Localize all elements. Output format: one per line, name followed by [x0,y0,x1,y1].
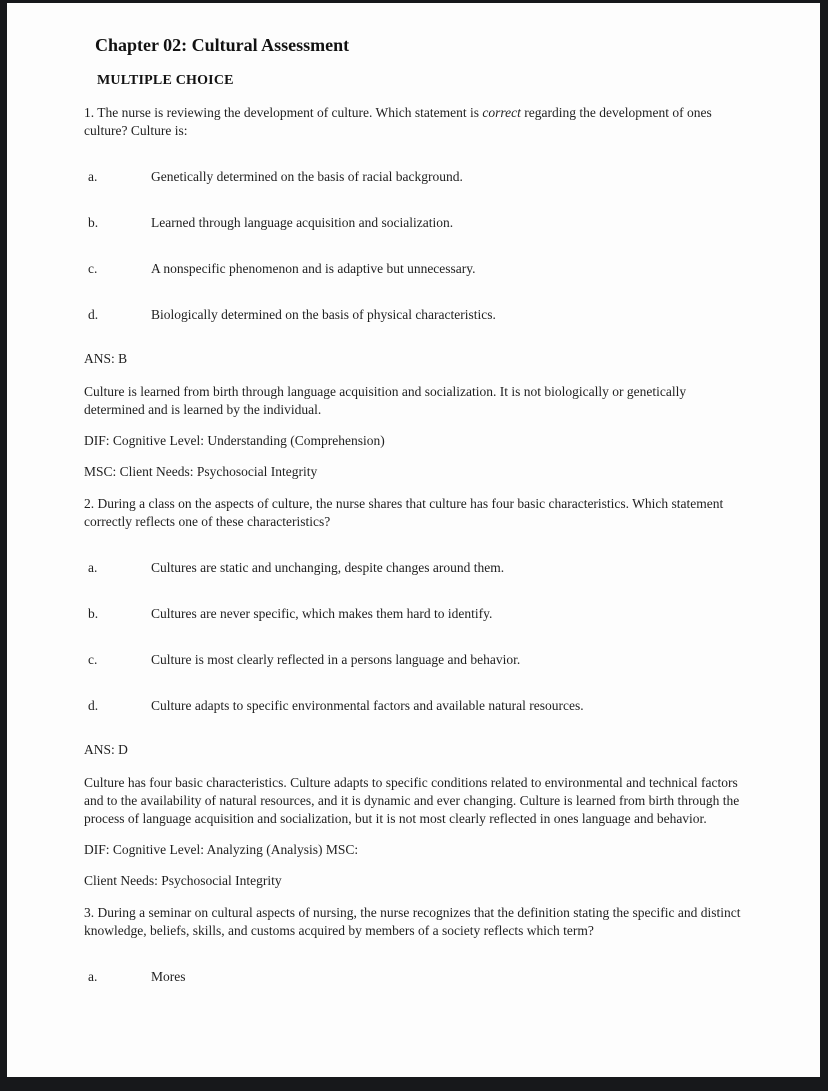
question-2-dif-line: DIF: Cognitive Level: Analyzing (Analysis) MSC: [84,842,359,857]
question-2-answer: ANS: D [84,742,128,757]
option-row [84,968,747,986]
option-row [84,651,747,669]
option-text: A nonspecific phenomenon and is adaptive but unnecessary. [151,261,476,276]
option-row [84,260,747,278]
option-text: Cultures are static and unchanging, despite changes around them. [151,560,505,575]
question-1-dif-line: DIF: Cognitive Level: Understanding (Comprehension) [84,433,385,448]
question-1-stem-italic: correct [482,105,521,120]
option-row [84,214,747,232]
option-row [84,605,747,623]
option-text: Cultures are never specific, which makes them hard to identify. [151,606,493,621]
option-text: Genetically determined on the basis of racial background. [151,169,463,184]
option-letter: d. [88,307,99,322]
question-3-stem: 3. During a seminar on cultural aspects of nursing, the nurse recognizes that the definition stating the specific and distinct knowledge, beliefs, skills, and customs acquired by members of a society reflects which term? [84,905,741,938]
option-row [84,559,747,577]
document-content [7,33,820,986]
question-1-stem-tail: regarding the development of ones culture? Culture is: [84,105,712,138]
option-letter: a. [88,560,98,575]
question-2-msc-line: Client Needs: Psychosocial Integrity [84,873,282,888]
option-letter: d. [88,698,99,713]
question-1-answer: ANS: B [84,351,128,366]
question-2-stem: 2. During a class on the aspects of culture, the nurse shares that culture has four basic characteristics. Which statement correctly reflects one of these characteristics? [84,496,724,529]
question-1-msc-line: MSC: Client Needs: Psychosocial Integrity [84,464,318,479]
option-row [84,168,747,186]
option-row [84,306,747,324]
document-page [7,3,820,1077]
question-2-rationale: Culture has four basic characteristics. Culture adapts to specific conditions related to environmental and technical factors and to the availability of natural resources, and it is dynamic and ever changing. Culture is learned from birth through the process of language acquisition and socialization, but it is not most clearly reflected in ones language and behavior. [84,775,740,826]
option-row [84,697,747,715]
option-text: Biologically determined on the basis of physical characteristics. [151,307,496,322]
question-1-stem [84,104,747,140]
option-letter: c. [88,261,98,276]
option-letter: a. [88,969,98,984]
option-letter: a. [88,169,98,184]
option-text: Learned through language acquisition and socialization. [151,215,454,230]
option-letter: b. [88,606,99,621]
option-letter: c. [88,652,98,667]
option-letter: b. [88,215,99,230]
question-3-options [84,968,747,986]
question-1-stem-lead: 1. The nurse is reviewing the development of culture. Which statement is [84,105,483,120]
section-heading: MULTIPLE CHOICE [97,73,234,88]
option-text: Mores [151,969,186,984]
page-title: Chapter 02: Cultural Assessment [95,35,350,55]
option-text: Culture is most clearly reflected in a persons language and behavior. [151,652,521,667]
option-text: Culture adapts to specific environmental factors and available natural resources. [151,698,584,713]
question-1-rationale: Culture is learned from birth through language acquisition and socialization. It is not biologically or genetically determined and is learned by the individual. [84,384,687,417]
question-1-options [84,168,747,324]
question-2-options [84,559,747,715]
